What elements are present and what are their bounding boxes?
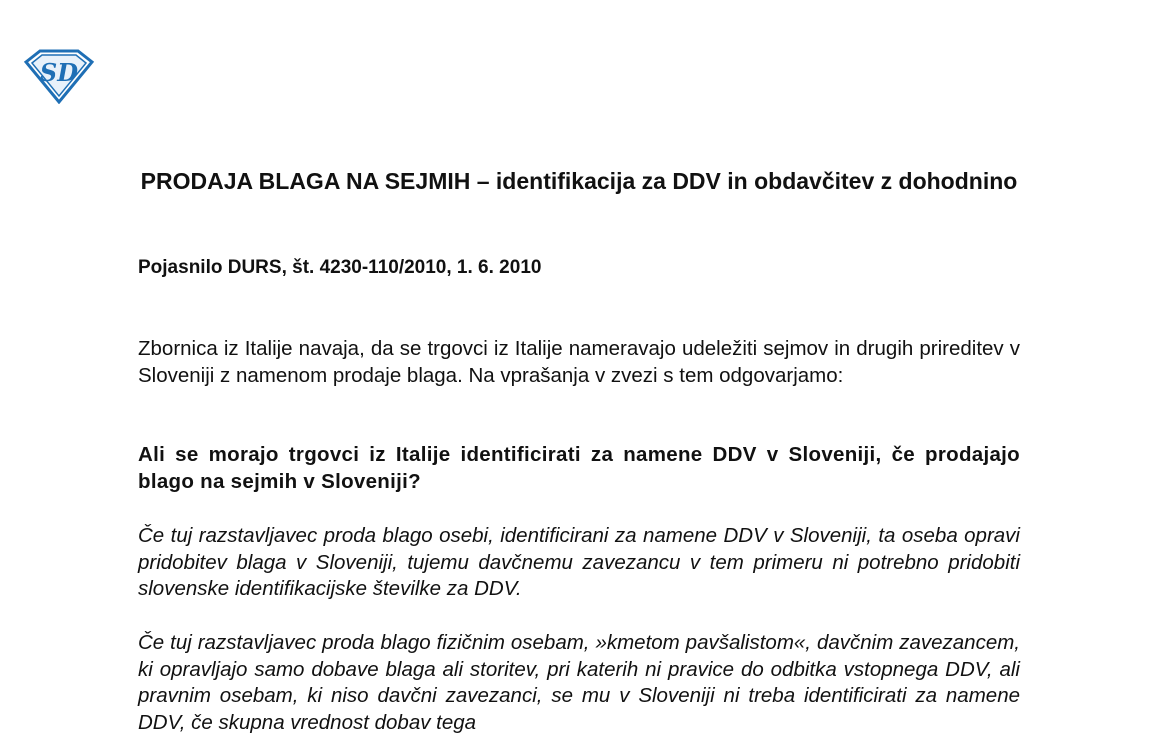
intro-paragraph: Zbornica iz Italije navaja, da se trgovci iz Italije nameravajo udeležiti sejmov in drugih prireditev v Sloveniji z namenom prodaje blaga. Na vprašanja v zvezi s tem odgovarjamo: bbox=[138, 337, 1020, 387]
document-title: PRODAJA BLAGA NA SEJMIH – identifikacija za DDV in obdavčitev z dohodnino bbox=[140, 168, 1018, 194]
answer-paragraph-2: Če tuj razstavljavec proda blago fizičnim osebam, »kmetom pavšalistom«, davčnim zavezancem, ki opravljajo samo dobave blaga ali storitev, pri katerih ni pravice do odbitka vstopnega DDV, ali pravnim osebam, ki niso davčni zavezanci, se mu v Sloveniji ni treba identificirati za namene DDV, če skupna vrednost dobav tega bbox=[138, 631, 1020, 734]
sd-logo bbox=[22, 48, 96, 104]
sd-diamond-logo-icon bbox=[22, 48, 96, 104]
answer-paragraph-1: Če tuj razstavljavec proda blago osebi, identificirani za namene DDV v Sloveniji, ta oseba opravi pridobitev blaga v Sloveniji, tujemu davčnemu zavezancu v tem primeru ni potrebno pridobiti slovenske identifikacijske številke za DDV. bbox=[138, 524, 1020, 600]
question-paragraph: Ali se morajo trgovci iz Italije identificirati za namene DDV v Sloveniji, če prodajajo blago na sejmih v Sloveniji? bbox=[138, 443, 1020, 493]
logo-text: SD bbox=[39, 58, 79, 87]
document-subtitle: Pojasnilo DURS, št. 4230-110/2010, 1. 6. 2010 bbox=[138, 257, 542, 278]
